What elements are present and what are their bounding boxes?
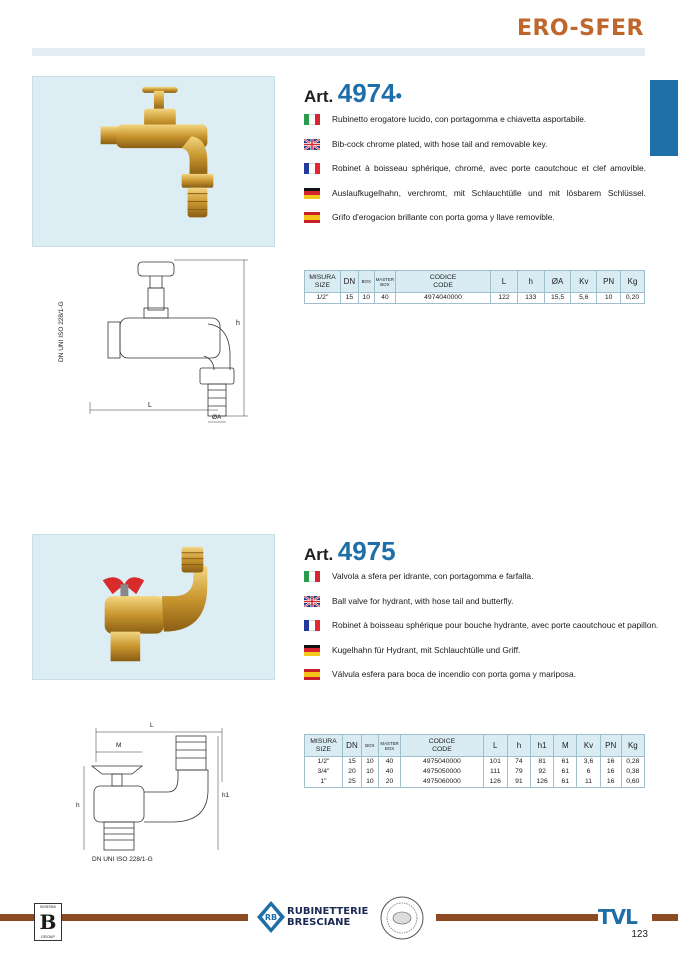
- col-header-kg: Kg: [621, 735, 644, 757]
- cell-master-box: 40: [378, 767, 400, 777]
- footer-line-edge: [652, 914, 678, 921]
- description-row-en: [304, 595, 646, 620]
- table-row: [305, 767, 645, 777]
- description-row-es: [304, 211, 646, 236]
- description-row-it: [304, 570, 646, 595]
- cell-kv: 5,6: [571, 293, 597, 304]
- hydrant-ball-valve-photo-icon: [33, 535, 274, 679]
- technical-drawing-4975: [72, 722, 242, 870]
- col-header-pn: PN: [597, 271, 621, 293]
- product-photo-4974: [32, 76, 275, 247]
- drawing-length-label: L: [150, 722, 154, 729]
- cell-code: 4974040000: [396, 293, 491, 304]
- spain-flag-icon: [304, 669, 320, 680]
- col-header-h: h: [517, 271, 544, 293]
- cell-h1: 92: [531, 767, 554, 777]
- page-title: ERO-SFER: [516, 16, 644, 41]
- spec-table-4974: [304, 270, 645, 304]
- cell-pn: 10: [597, 293, 621, 304]
- cell-box: 10: [361, 757, 378, 768]
- drawing-height-label: h: [236, 320, 240, 327]
- cell-size: 3/4": [305, 767, 343, 777]
- germany-flag-icon: [304, 645, 320, 656]
- bib-cock-photo-icon: [33, 77, 274, 246]
- col-header-code: CODICE CODE: [401, 735, 483, 757]
- col-header-size: MISURA SIZE: [305, 735, 343, 757]
- cell-kg: 0,20: [621, 293, 645, 304]
- description-text: Robinet à boisseau sphérique pour bouche hydrante, avec porte caoutchouc et papillon.: [332, 620, 659, 630]
- cell-dn: 25: [342, 777, 361, 788]
- cell-box: 10: [358, 293, 374, 304]
- drawing-diameter-label: ØA: [212, 414, 222, 421]
- cell-dn: 15: [342, 757, 361, 768]
- cell-code: 4975060000: [401, 777, 483, 788]
- description-text: Auslaufkugelhahn, verchromt, mit Schlauchtülle und mit lösbarem Schlüssel.: [332, 187, 646, 198]
- header-divider: [32, 48, 645, 56]
- article-mark: •: [395, 86, 402, 106]
- brand-name: RUBINETTERIE BRESCIANE: [287, 906, 369, 928]
- cell-h1: 81: [531, 757, 554, 768]
- product-photo-4975: [32, 534, 275, 680]
- cell-kv: 6: [577, 767, 600, 777]
- iso-certification-seal-icon: [380, 896, 424, 940]
- cell-h: 74: [507, 757, 530, 768]
- cell-code: 4975050000: [401, 767, 483, 777]
- cell-kg: 0,60: [621, 777, 644, 788]
- cell-m: 61: [554, 757, 577, 768]
- cell-box: 10: [361, 777, 378, 788]
- description-row-en: [304, 138, 646, 163]
- article-label: Art.: [304, 545, 334, 564]
- description-text: Rubinetto erogatore lucido, con portagomma e chiavetta asportabile.: [332, 114, 587, 124]
- cell-size: 1": [305, 777, 343, 788]
- description-row-fr: [304, 162, 646, 187]
- article-title-4975: [304, 536, 396, 567]
- cell-dn: 20: [342, 767, 361, 777]
- cell-kv: 11: [577, 777, 600, 788]
- page-number: 123: [631, 929, 648, 940]
- cell-h: 79: [507, 767, 530, 777]
- tvl-logo: TVL: [598, 905, 637, 929]
- drawing-norm-label: DN UNI ISO 228/1-G: [92, 856, 153, 863]
- cell-m: 61: [554, 767, 577, 777]
- description-row-de: [304, 187, 646, 212]
- cell-m: 61: [554, 777, 577, 788]
- description-list-4974: [304, 113, 646, 236]
- col-header-master-box: MASTER BOX: [378, 735, 400, 757]
- uk-flag-icon: [304, 596, 320, 607]
- col-header-h: h: [507, 735, 530, 757]
- description-text: Ball valve for hydrant, with hose tail and butterfly.: [332, 595, 514, 606]
- drawing-length-label: L: [148, 402, 152, 409]
- cell-pn: 16: [600, 777, 621, 788]
- cell-diameter: 15,5: [544, 293, 571, 304]
- table-row: [305, 757, 645, 768]
- cell-pn: 16: [600, 767, 621, 777]
- description-row-fr: [304, 619, 659, 644]
- col-header-pn: PN: [600, 735, 621, 757]
- col-header-box: BOX: [358, 271, 374, 293]
- cell-l: 101: [483, 757, 507, 768]
- col-header-size: MISURA SIZE: [305, 271, 341, 293]
- france-flag-icon: [304, 163, 320, 174]
- section-side-tab[interactable]: [650, 80, 678, 156]
- description-text: Válvula esfera para boca de incendio con porta goma y mariposa.: [332, 669, 576, 679]
- col-header-l: L: [491, 271, 518, 293]
- spain-flag-icon: [304, 212, 320, 223]
- table-row: [305, 777, 645, 788]
- drawing-norm-label: DN UNI ISO 228/1-G: [58, 301, 65, 362]
- cell-master-box: 20: [378, 777, 400, 788]
- cell-dn: 15: [340, 293, 358, 304]
- drawing-height-label: h: [76, 802, 80, 809]
- drawing-m-label: M: [116, 742, 122, 749]
- article-label: Art.: [304, 87, 334, 106]
- description-row-de: [304, 644, 646, 669]
- cell-box: 10: [361, 767, 378, 777]
- description-text: Bib-cock chrome plated, with hose tail and removable key.: [332, 138, 548, 149]
- table-row: [305, 293, 645, 304]
- cell-kv: 3,6: [577, 757, 600, 768]
- cell-l: 126: [483, 777, 507, 788]
- col-header-dn: DN: [342, 735, 361, 757]
- cell-size: 1/2": [305, 757, 343, 768]
- spec-table-4975: [304, 734, 645, 788]
- italy-flag-icon: [304, 114, 320, 125]
- svg-text:RB: RB: [264, 913, 278, 922]
- cell-h1: 126: [531, 777, 554, 788]
- france-flag-icon: [304, 620, 320, 631]
- article-number: 4975: [337, 536, 396, 566]
- cell-h: 133: [517, 293, 544, 304]
- article-title-4974: [304, 78, 402, 109]
- description-row-es: [304, 668, 646, 693]
- article-number: 4974: [337, 78, 396, 108]
- cell-l: 111: [483, 767, 507, 777]
- cell-master-box: 40: [378, 757, 400, 768]
- cell-h: 91: [507, 777, 530, 788]
- col-header-master-box: MASTER BOX: [374, 271, 395, 293]
- rb-diamond-logo-icon: [256, 900, 286, 934]
- cell-size: 1/2": [305, 293, 341, 304]
- description-row-it: [304, 113, 646, 138]
- col-header-m: M: [554, 735, 577, 757]
- cell-kg: 0,28: [621, 757, 644, 768]
- col-header-diameter: ØA: [544, 271, 571, 293]
- drawing-height1-label: h1: [222, 792, 230, 799]
- bossini-group-logo-icon: BOSSINI B GROUP: [34, 903, 62, 941]
- col-header-l: L: [483, 735, 507, 757]
- cell-code: 4975040000: [401, 757, 483, 768]
- cell-master-box: 40: [374, 293, 395, 304]
- description-text: Grifo d'erogacion brillante con porta goma y llave removible.: [332, 212, 555, 222]
- col-header-box: BOX: [361, 735, 378, 757]
- uk-flag-icon: [304, 139, 320, 150]
- cell-pn: 16: [600, 757, 621, 768]
- technical-drawing-4974: [58, 252, 268, 430]
- description-text: Robinet à boisseau sphérique, chromé, avec porte caoutchouc et clef amovible.: [332, 163, 646, 173]
- col-header-kg: Kg: [621, 271, 645, 293]
- germany-flag-icon: [304, 188, 320, 199]
- col-header-code: CODICE CODE: [396, 271, 491, 293]
- description-text: Kugelhahn für Hydrant, mit Schlauchtülle und Griff.: [332, 644, 521, 655]
- footer-line-right: [436, 914, 598, 921]
- description-list-4975: [304, 570, 659, 693]
- col-header-h1: h1: [531, 735, 554, 757]
- cell-l: 122: [491, 293, 518, 304]
- col-header-dn: DN: [340, 271, 358, 293]
- cell-kg: 0,38: [621, 767, 644, 777]
- description-text: Valvola a sfera per idrante, con portagomma e farfalla.: [332, 571, 534, 581]
- italy-flag-icon: [304, 571, 320, 582]
- col-header-kv: Kv: [577, 735, 600, 757]
- col-header-kv: Kv: [571, 271, 597, 293]
